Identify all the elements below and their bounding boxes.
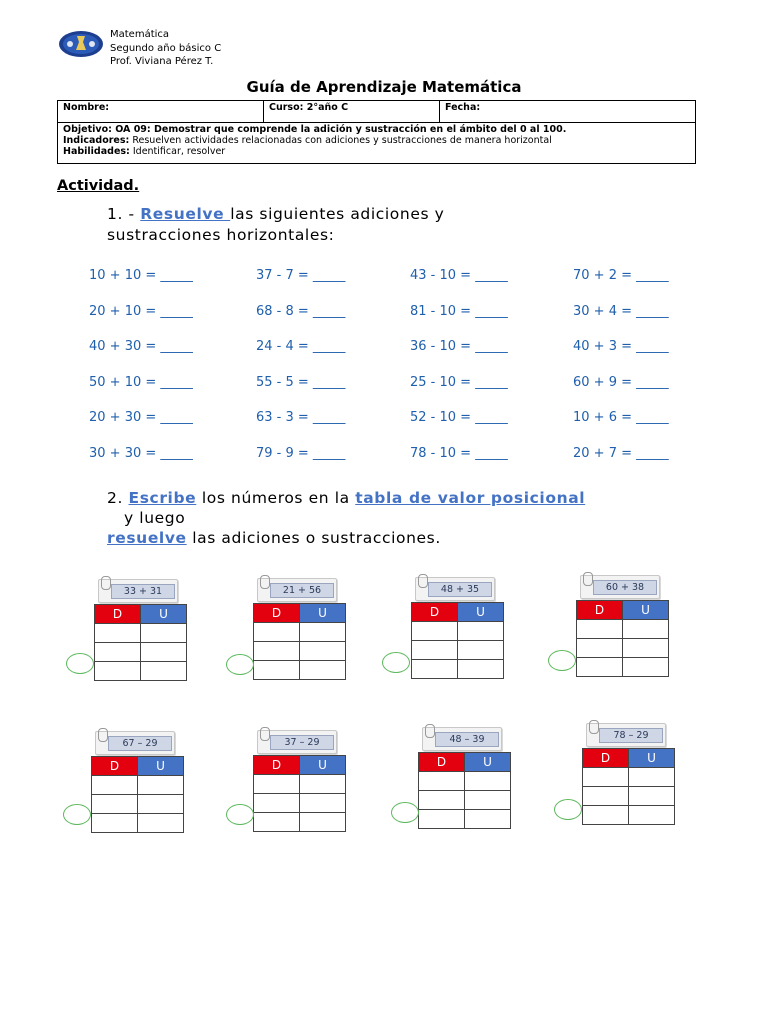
place-value-table <box>411 602 504 679</box>
units-cell[interactable] <box>465 791 511 810</box>
answer-circle[interactable] <box>548 650 576 671</box>
tens-header: D <box>583 749 629 768</box>
clip-icon <box>98 728 108 742</box>
answer-circle[interactable] <box>391 802 419 823</box>
table-header-row <box>412 603 504 622</box>
name-field[interactable]: Nombre: <box>58 101 264 122</box>
units-header: U <box>300 756 346 775</box>
tens-header: D <box>254 604 300 623</box>
question-1-text: las siguientes adiciones y <box>230 205 445 223</box>
units-cell[interactable] <box>465 810 511 829</box>
operation-label <box>98 579 178 603</box>
question-2-text-2: las adiciones o sustracciones. <box>186 529 441 547</box>
place-value-card <box>94 579 182 691</box>
operation-text: 33 + 31 <box>123 586 163 597</box>
teacher-line: Prof. Viviana Pérez T. <box>110 56 214 67</box>
place-value-table <box>91 756 184 833</box>
place-value-card <box>576 575 664 687</box>
tens-cell[interactable] <box>254 623 300 642</box>
place-value-card <box>418 727 506 839</box>
units-cell[interactable] <box>629 787 675 806</box>
grade-line: Segundo año básico C <box>110 43 222 54</box>
tens-cell[interactable] <box>419 772 465 791</box>
units-header: U <box>629 749 675 768</box>
skills-label: Habilidades: <box>63 146 130 157</box>
table-header-row <box>419 753 511 772</box>
operation-box <box>599 728 663 743</box>
question-2-text: los números en la <box>196 489 356 507</box>
exercise-item[interactable]: 25 - 10 = _____ <box>410 374 508 390</box>
tens-cell[interactable] <box>577 658 623 677</box>
exercise-item[interactable]: 36 - 10 = _____ <box>410 339 508 355</box>
exercise-item[interactable]: 40 + 3 = _____ <box>573 339 669 355</box>
operation-box <box>435 732 499 747</box>
clip-icon <box>418 574 428 588</box>
table-row <box>92 814 184 833</box>
exercise-item[interactable]: 24 - 4 = _____ <box>256 339 346 355</box>
table-row <box>254 623 346 642</box>
operation-text: 78 – 29 <box>613 730 649 741</box>
table-row <box>92 795 184 814</box>
units-header: U <box>141 605 187 624</box>
exercise-item[interactable]: 63 - 3 = _____ <box>256 410 346 426</box>
exercise-item[interactable]: 79 - 9 = _____ <box>256 446 346 461</box>
answer-circle[interactable] <box>226 804 254 825</box>
clip-icon <box>260 575 270 589</box>
operation-box <box>111 584 175 599</box>
exercise-item[interactable]: 55 - 5 = _____ <box>256 374 346 390</box>
tens-cell[interactable] <box>95 662 141 681</box>
question-2-line2: y luego <box>124 509 186 527</box>
clip-icon <box>260 727 270 741</box>
operation-label <box>415 577 495 601</box>
info-details <box>58 123 695 158</box>
operation-text: 48 – 39 <box>449 734 485 745</box>
operation-box <box>108 736 172 751</box>
objective-label: Objetivo: <box>63 124 112 135</box>
tens-cell[interactable] <box>577 620 623 639</box>
units-cell[interactable] <box>138 795 184 814</box>
exercise-item[interactable]: 70 + 2 = _____ <box>573 268 669 283</box>
units-cell[interactable] <box>623 639 669 658</box>
exercise-item[interactable]: 30 + 30 = _____ <box>89 446 193 461</box>
table-row <box>583 768 675 787</box>
table-row <box>577 620 669 639</box>
units-header: U <box>623 601 669 620</box>
exercise-item[interactable]: 52 - 10 = _____ <box>410 410 508 426</box>
table-row <box>95 643 187 662</box>
units-cell[interactable] <box>138 776 184 795</box>
table-row <box>412 660 504 679</box>
table-header-row <box>577 601 669 620</box>
operation-text: 60 + 38 <box>605 582 645 593</box>
table-row <box>583 787 675 806</box>
units-cell[interactable] <box>141 643 187 662</box>
table-row <box>412 641 504 660</box>
tens-cell[interactable] <box>95 624 141 643</box>
units-header: U <box>138 757 184 776</box>
clip-icon <box>425 724 435 738</box>
resuelve-keyword-2: resuelve <box>107 529 187 547</box>
subject-line: Matemática <box>110 29 170 40</box>
objective-text: OA 09: Demostrar que comprende la adición y sustracción en el ámbito del 0 al 100. <box>111 124 567 135</box>
tens-header: D <box>95 605 141 624</box>
table-row <box>92 776 184 795</box>
tens-cell[interactable] <box>254 661 300 680</box>
tens-cell[interactable] <box>95 643 141 662</box>
table-row <box>95 624 187 643</box>
units-cell[interactable] <box>623 658 669 677</box>
exercise-item[interactable]: 10 + 10 = _____ <box>89 268 193 283</box>
units-header: U <box>458 603 504 622</box>
indicators-text: Resuelven actividades relacionadas con adiciones y sustracciones de manera horizontal <box>129 135 552 146</box>
operation-box <box>593 580 657 595</box>
table-row <box>419 772 511 791</box>
info-table <box>57 100 696 164</box>
answer-circle[interactable] <box>226 654 254 675</box>
operation-box <box>270 583 334 598</box>
units-cell[interactable] <box>141 624 187 643</box>
place-value-card <box>582 723 670 835</box>
table-header-row <box>254 604 346 623</box>
place-value-table <box>94 604 187 681</box>
units-cell[interactable] <box>465 772 511 791</box>
place-value-table <box>418 752 511 829</box>
table-row <box>254 661 346 680</box>
exercise-item[interactable]: 50 + 10 = _____ <box>89 374 193 390</box>
units-cell[interactable] <box>300 775 346 794</box>
table-header-row <box>95 605 187 624</box>
answer-circle[interactable] <box>63 804 91 825</box>
tens-cell[interactable] <box>254 794 300 813</box>
tens-cell[interactable] <box>92 814 138 833</box>
tens-cell[interactable] <box>583 806 629 825</box>
table-header-row <box>92 757 184 776</box>
operation-text: 37 – 29 <box>284 737 320 748</box>
question-1-number: 1. - <box>107 205 141 223</box>
operation-text: 21 + 56 <box>282 585 322 596</box>
exercise-item[interactable]: 30 + 4 = _____ <box>573 303 669 319</box>
place-value-table <box>582 748 675 825</box>
exercise-item[interactable]: 68 - 8 = _____ <box>256 303 346 319</box>
tens-cell[interactable] <box>577 639 623 658</box>
operation-label <box>95 731 175 755</box>
info-row <box>58 101 695 123</box>
place-value-table <box>576 600 669 677</box>
table-row <box>254 794 346 813</box>
operation-text: 67 – 29 <box>122 738 158 749</box>
tens-cell[interactable] <box>412 622 458 641</box>
tens-cell[interactable] <box>254 813 300 832</box>
place-value-table <box>253 603 346 680</box>
course-field: Curso: 2°año C <box>264 101 440 122</box>
indicators-label: Indicadores: <box>63 135 130 146</box>
tens-cell[interactable] <box>254 775 300 794</box>
units-cell[interactable] <box>458 641 504 660</box>
tens-cell[interactable] <box>92 795 138 814</box>
units-cell[interactable] <box>300 661 346 680</box>
operation-label <box>257 578 337 602</box>
units-cell[interactable] <box>300 794 346 813</box>
tens-header: D <box>577 601 623 620</box>
exercise-item[interactable]: 10 + 6 = _____ <box>573 410 669 426</box>
tens-header: D <box>419 753 465 772</box>
tens-cell[interactable] <box>412 660 458 679</box>
table-row <box>254 775 346 794</box>
tens-header: D <box>254 756 300 775</box>
exercise-item[interactable]: 20 + 10 = _____ <box>89 303 193 319</box>
units-cell[interactable] <box>623 620 669 639</box>
units-cell[interactable] <box>629 768 675 787</box>
table-row <box>419 810 511 829</box>
indicators-line <box>63 135 690 146</box>
units-cell[interactable] <box>629 806 675 825</box>
operation-box <box>428 582 492 597</box>
exercise-item[interactable]: 20 + 30 = _____ <box>89 410 193 426</box>
objective-line <box>63 124 690 135</box>
table-header-row <box>254 756 346 775</box>
tens-cell[interactable] <box>419 810 465 829</box>
table-row <box>412 622 504 641</box>
table-header-row <box>583 749 675 768</box>
activity-heading: Actividad. <box>57 178 140 194</box>
resuelve-keyword: Resuelve <box>140 205 231 223</box>
table-row <box>577 639 669 658</box>
tens-header: D <box>92 757 138 776</box>
table-row <box>95 662 187 681</box>
question-2-line3 <box>107 529 441 547</box>
clip-icon <box>589 720 599 734</box>
operation-label <box>586 723 666 747</box>
tens-cell[interactable] <box>92 776 138 795</box>
table-row <box>577 658 669 677</box>
question-1-line1 <box>107 205 444 223</box>
answer-circle[interactable] <box>554 799 582 820</box>
place-value-card <box>253 578 341 690</box>
tabla-keyword: tabla de valor posicional <box>355 489 586 507</box>
table-row <box>254 813 346 832</box>
school-logo <box>58 30 104 58</box>
units-cell[interactable] <box>300 623 346 642</box>
place-value-card <box>91 731 179 843</box>
exercise-item[interactable]: 37 - 7 = _____ <box>256 268 346 283</box>
units-cell[interactable] <box>141 662 187 681</box>
place-value-table <box>253 755 346 832</box>
question-2-line1 <box>107 489 585 507</box>
exercise-item[interactable]: 81 - 10 = _____ <box>410 303 508 319</box>
answer-circle[interactable] <box>382 652 410 673</box>
clip-icon <box>583 572 593 586</box>
table-row <box>254 642 346 661</box>
tens-cell[interactable] <box>412 641 458 660</box>
tens-header: D <box>412 603 458 622</box>
operation-box <box>270 735 334 750</box>
question-2-number: 2. <box>107 489 129 507</box>
operation-label <box>580 575 660 599</box>
exercise-item[interactable]: 78 - 10 = _____ <box>410 446 508 461</box>
units-cell[interactable] <box>458 622 504 641</box>
operation-text: 48 + 35 <box>440 584 480 595</box>
tens-cell[interactable] <box>254 642 300 661</box>
table-row <box>419 791 511 810</box>
page-title: Guía de Aprendizaje Matemática <box>246 78 522 96</box>
exercise-item[interactable]: 20 + 7 = _____ <box>573 446 669 461</box>
exercise-item[interactable]: 40 + 30 = _____ <box>89 339 193 355</box>
question-1-line2: sustracciones horizontales: <box>107 226 335 244</box>
exercise-item[interactable]: 43 - 10 = _____ <box>410 268 508 283</box>
units-cell[interactable] <box>458 660 504 679</box>
clip-icon <box>101 576 111 590</box>
operation-label <box>257 730 337 754</box>
units-cell[interactable] <box>300 813 346 832</box>
tens-cell[interactable] <box>419 791 465 810</box>
skills-line <box>63 146 690 157</box>
tens-cell[interactable] <box>583 787 629 806</box>
units-header: U <box>300 604 346 623</box>
skills-text: Identificar, resolver <box>129 146 226 157</box>
date-field[interactable]: Fecha: <box>445 102 481 113</box>
place-value-card <box>411 577 499 689</box>
tens-cell[interactable] <box>583 768 629 787</box>
operation-label <box>422 727 502 751</box>
escribe-keyword: Escribe <box>128 489 197 507</box>
units-cell[interactable] <box>138 814 184 833</box>
answer-circle[interactable] <box>66 653 94 674</box>
table-row <box>583 806 675 825</box>
units-header: U <box>465 753 511 772</box>
place-value-card <box>253 730 341 842</box>
units-cell[interactable] <box>300 642 346 661</box>
exercise-item[interactable]: 60 + 9 = _____ <box>573 374 669 390</box>
